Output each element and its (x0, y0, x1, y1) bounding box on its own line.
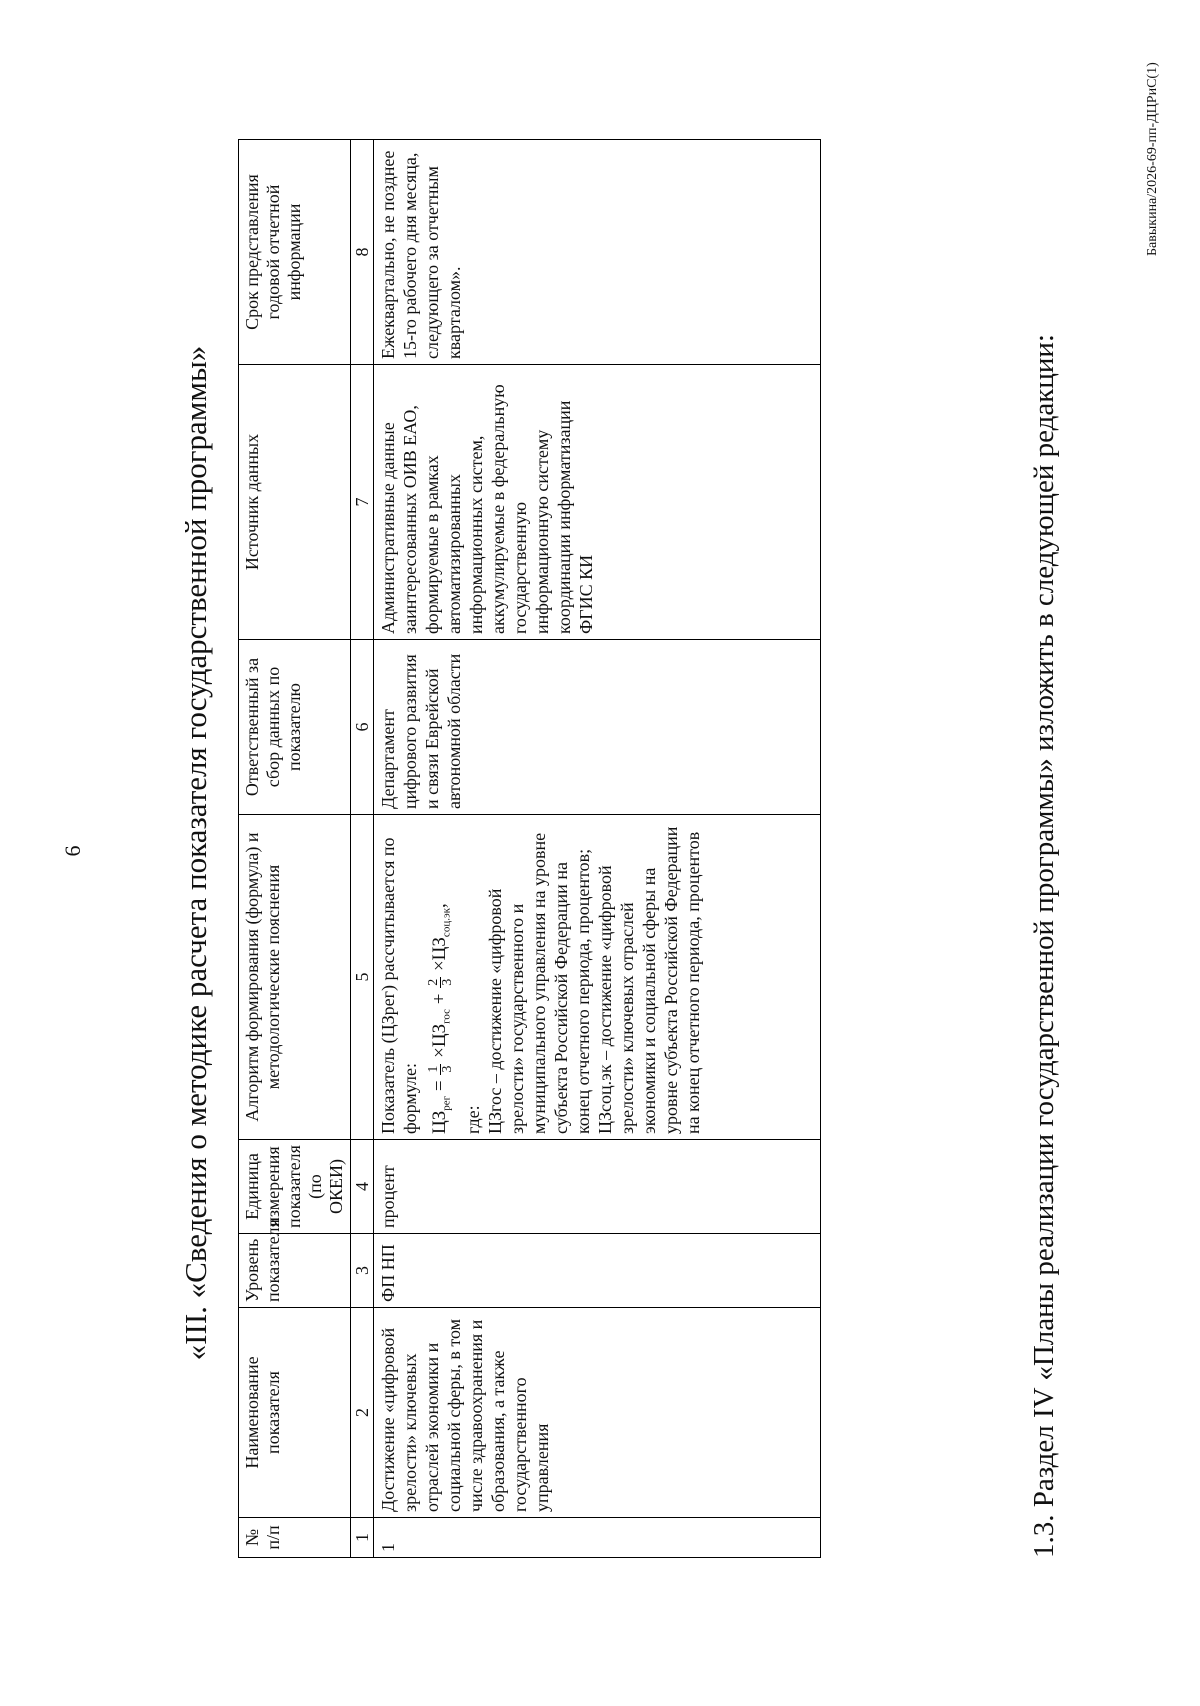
column-number: 2 (351, 1308, 374, 1518)
page-number: 6 (60, 845, 85, 857)
column-number: 3 (351, 1234, 374, 1308)
column-number: 4 (351, 1140, 374, 1234)
column-number: 1 (351, 1518, 374, 1558)
definition-soc: ЦЗсоц.эк – достижение «цифровой зрелости» ключевых отраслей экономики и социальной сферы на уровне субъекта Российской Федерации на конец отчетного периода, процентов (594, 826, 703, 1134)
header-cell-algorithm: Алгоритм формирования (формула) и методологические пояснения (239, 815, 351, 1140)
indicator-level: ФП НП (374, 1234, 821, 1308)
fraction-one-third: 1 3 (426, 1065, 455, 1073)
data-source-cell: Административные данные заинтересованных ОИВ ЕАО, формируемые в рамках автоматизированных информационных систем, аккумулируемые в федеральную государственную информационную систему координации информатизации ФГИС КИ (374, 365, 821, 640)
indicator-unit: процент (374, 1140, 821, 1234)
header-row (239, 140, 351, 1558)
column-number-row (351, 140, 374, 1558)
header-cell-num: № п/п (239, 1518, 351, 1558)
column-number: 6 (351, 640, 374, 815)
column-number: 8 (351, 140, 374, 365)
indicator-name: Достижение «цифровой зрелости» ключевых отраслей экономики и социальной сферы, в том числе здравоохранения и образования, а также государственного управления (374, 1308, 821, 1518)
where-label: где: (462, 1105, 483, 1134)
responsible-cell: Департамент цифрового развития и связи Еврейской автономной области (374, 640, 821, 815)
document-code: Бавыкина/2026-69-пп-ДЦРиС(1) (1145, 62, 1160, 256)
formula: $ЦЗ_{рег}$ = 1 3 $\times ЦЗ_{гос}$ + 2 3 $\times ЦЗ_{соц.эк}$, (426, 903, 455, 1134)
methodology-table (238, 139, 821, 1558)
algorithm-cell (374, 815, 821, 1140)
header-cell-name: Наименование показателя (239, 1308, 351, 1518)
deadline-cell: Ежеквартально, не позднее 15-го рабочего дня месяца, следующего за отчетным кварталом». (374, 140, 821, 365)
definition-gos: ЦЗгос – достижение «цифровой зрелости» государственного и муниципального управления на уровне субъекта Российской Федерации на конец отчетного периода, процентов; (484, 832, 593, 1134)
fraction-two-thirds: 2 3 (426, 978, 455, 986)
table-row (374, 140, 821, 1558)
header-cell-unit: Единица измерения показателя (по ОКЕИ) (239, 1140, 351, 1234)
column-number: 7 (351, 365, 374, 640)
column-number: 5 (351, 815, 374, 1140)
header-cell-deadline: Срок представления годовой отчетной информации (239, 140, 351, 365)
section-instruction: 1.3. Раздел IV «Планы реализации государственной программы» изложить в следующей редакции: (1028, 334, 1060, 1558)
header-cell-responsible: Ответственный за сбор данных по показателю (239, 640, 351, 815)
algorithm-intro: Показатель (ЦЗрег) рассчитывается по формуле: (378, 837, 420, 1134)
header-cell-level: Уровень показателя (239, 1234, 351, 1308)
header-cell-source: Источник данных (239, 365, 351, 640)
section-heading: «III. «Сведения о методике расчета показателя государственной программы» (178, 345, 213, 1361)
row-number: 1 (374, 1518, 821, 1558)
